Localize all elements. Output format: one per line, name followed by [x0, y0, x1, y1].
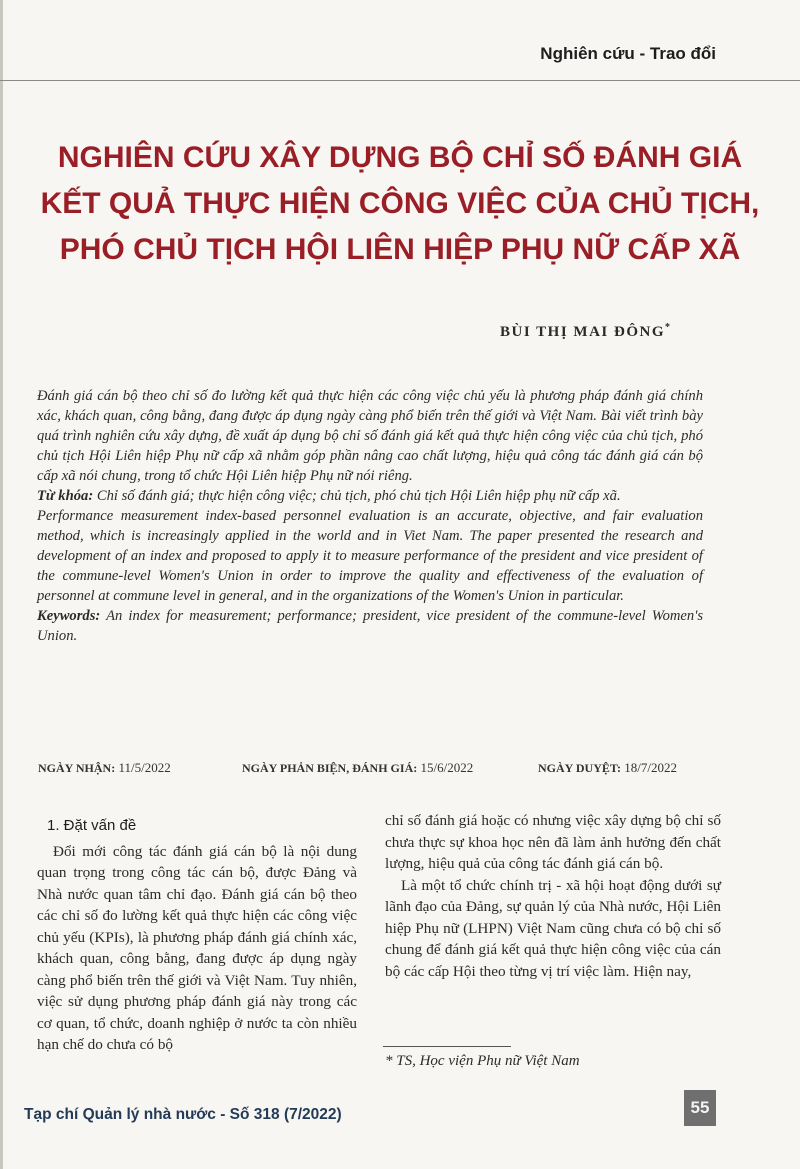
date-review-value: 15/6/2022 [420, 760, 474, 775]
author [500, 322, 670, 341]
date-received [38, 760, 171, 776]
title-line-1: NGHIÊN CỨU XÂY DỰNG BỘ CHỈ SỐ ĐÁNH GIÁ [57, 141, 743, 174]
abstract [37, 386, 703, 646]
date-approved-value: 18/7/2022 [624, 760, 677, 775]
date-approved [538, 760, 677, 776]
page-number: 55 [684, 1090, 716, 1126]
keywords-vi-text: Chỉ số đánh giá; thực hiện công việc; chủ tịch, phó chủ tịch Hội Liên hiệp phụ nữ cấp xã. [96, 488, 621, 504]
section-heading: 1. Đặt vấn đề [47, 817, 137, 834]
article-title [0, 135, 800, 273]
body-column-left [37, 815, 357, 1056]
footnote-rule [383, 1046, 511, 1047]
body-paragraph: chỉ số đánh giá hoặc có nhưng việc xây dựng bộ chỉ số chưa thực sự khoa học nên đã làm ảnh hưởng đến chất lượng, hiệu quả của công tác đánh giá cán bộ. [385, 812, 721, 872]
keywords-en [37, 606, 703, 646]
date-received-label: NGÀY NHẬN: [38, 761, 116, 775]
keywords-en-text: An index for measurement; performance; president, vice president of the commune-level Women's Union. [37, 608, 704, 644]
abstract-vi: Đánh giá cán bộ theo chỉ số đo lường kết quả thực hiện các công việc chủ yếu là phương pháp đánh giá chính xác, khách quan, công bằng, đang được áp dụng ngày càng phổ biến trên thế giới và Việt Nam. Bài viết trình bày quá trình nghiên cứu xây dựng, đề xuất áp dụng bộ chỉ số đánh giá kết quả thực hiện công việc của chủ tịch, phó chủ tịch Hội Liên hiệp Phụ nữ cấp xã nhằm góp phần nâng cao chất lượng, hiệu quả công tác đánh giá cán bộ cấp xã nói chung, trong tổ chức Hội Liên hiệp Phụ nữ nói riêng. [37, 388, 703, 484]
article-dates [38, 760, 704, 782]
body-paragraph: Là một tổ chức chính trị - xã hội hoạt động dưới sự lãnh đạo của Đảng, sự quản lý của Nhà nước, Hội Liên hiệp Phụ nữ (LHPN) Việt Nam cũng chưa có bộ chỉ số chung để đánh giá kết quả thực hiện công việc của cán bộ các cấp Hội theo từng vị trí việc làm. Hiện nay, [385, 876, 721, 980]
body-column-right [385, 810, 721, 982]
date-received-value: 11/5/2022 [118, 760, 171, 775]
keywords-vi [37, 486, 703, 506]
author-name: BÙI THỊ MAI ĐÔNG [500, 324, 665, 340]
body-paragraph: Đổi mới công tác đánh giá cán bộ là nội dung quan trọng trong công tác cán bộ, được Đảng và Nhà nước quan tâm chỉ đạo. Đánh giá cán bộ theo các chỉ số đo lường kết quả thực hiện các công việc chủ yếu (KPIs), là phương pháp đánh giá chính xác, khách quan, công bằng, đang được áp dụng ngày càng phổ biến trên thế giới và Việt Nam. Tuy nhiên, việc sử dụng phương pháp đánh giá này trong các cơ quan, tổ chức, doanh nghiệp ở nước ta còn nhiều hạn chế do chưa có bộ [37, 842, 357, 1053]
abstract-en: Performance measurement index-based personnel evaluation is an accurate, objective, and fair evaluation method, which is increasingly applied in the world and in Viet Nam. The paper presented the research and development of an index and proposed to apply it to measure performance of the president and vice president of the commune-level Women's Union in order to improve the quality and effectiveness of the evaluation of personnel at commune level in general, and in the organizations of the Women's Union in particular. [37, 508, 703, 604]
date-review [242, 760, 473, 776]
author-footnote-mark: * [665, 322, 670, 333]
journal-footer: Tạp chí Quản lý nhà nước - Số 318 (7/2022) [24, 1106, 342, 1123]
header-rule [0, 80, 800, 81]
footnote: * TS, Học viện Phụ nữ Việt Nam [385, 1053, 580, 1069]
title-line-3: PHÓ CHỦ TỊCH HỘI LIÊN HIỆP PHỤ NỮ CẤP XÃ [59, 233, 741, 266]
title-line-2: KẾT QUẢ THỰC HIỆN CÔNG VIỆC CỦA CHỦ TỊCH, [40, 187, 760, 220]
keywords-vi-label: Từ khóa: [37, 488, 94, 504]
date-approved-label: NGÀY DUYỆT: [538, 761, 621, 775]
date-review-label: NGÀY PHẢN BIỆN, ĐÁNH GIÁ: [242, 761, 418, 775]
keywords-en-label: Keywords: [37, 608, 101, 624]
section-label: Nghiên cứu - Trao đổi [540, 44, 716, 63]
